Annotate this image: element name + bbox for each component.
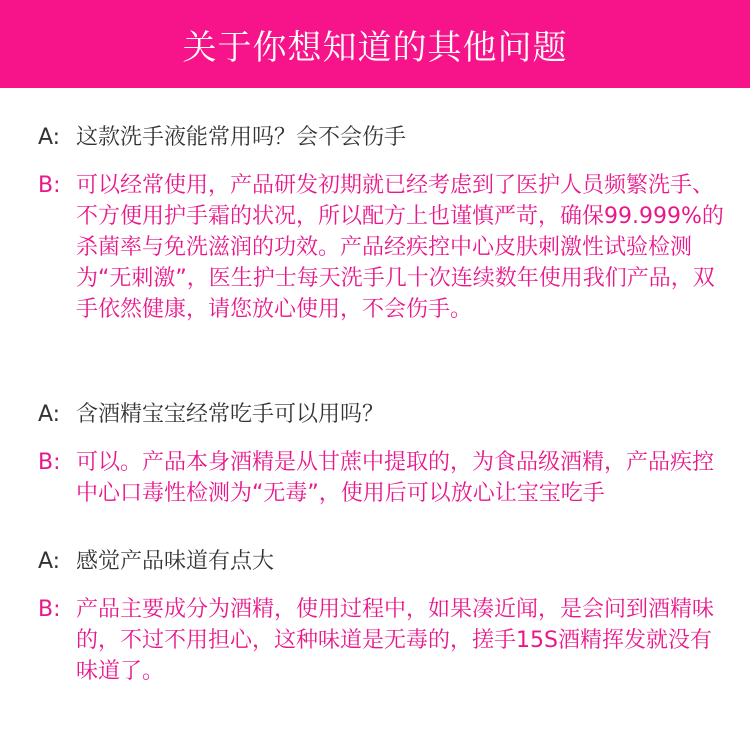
faq-answer-1	[38, 170, 726, 325]
answer-text: 产品主要成分为酒精，使用过程中，如果凑近闻，是会问到酒精味的，不过不用担心，这种味道是无毒的，搓手15S酒精挥发就没有味道了。	[76, 597, 715, 684]
answer-tag: B:	[38, 597, 61, 622]
faq-question-1	[38, 122, 726, 153]
answer-text: 可以。产品本身酒精是从甘蔗中提取的，为食品级酒精，产品疾控中心口毒性检测为“无毒”，使用后可以放心让宝宝吃手	[76, 450, 715, 506]
faq-answer-3	[38, 594, 726, 687]
faq-answer-2	[38, 447, 726, 509]
question-tag: A:	[38, 549, 61, 574]
faq-item-1	[38, 122, 726, 325]
faq-question-3	[38, 546, 726, 577]
header-banner	[0, 0, 750, 88]
page-title: 关于你想知道的其他问题	[182, 27, 568, 68]
question-text: 这款洗手液能常用吗？会不会伤手	[76, 125, 407, 150]
question-tag: A:	[38, 402, 61, 427]
question-text: 感觉产品味道有点大	[76, 549, 275, 574]
answer-tag: B:	[38, 173, 61, 198]
answer-tag: B:	[38, 450, 61, 475]
faq-question-2	[38, 399, 726, 430]
faq-item-2	[38, 399, 726, 509]
question-tag: A:	[38, 125, 61, 150]
faq-item-3	[38, 546, 726, 687]
answer-text: 可以经常使用，产品研发初期就已经考虑到了医护人员频繁洗手、不方便用护手霜的状况，所以配方上也谨慎严苛，确保99.999%的杀菌率与免洗滋润的功效。产品经疾控中心皮肤刺激性试验检测为“无刺激”，医生护士每天洗手几十次连续数年使用我们产品，双手依然健康，请您放心使用，不会伤手。	[76, 173, 724, 322]
question-text: 含酒精宝宝经常吃手可以用吗？	[76, 402, 385, 427]
